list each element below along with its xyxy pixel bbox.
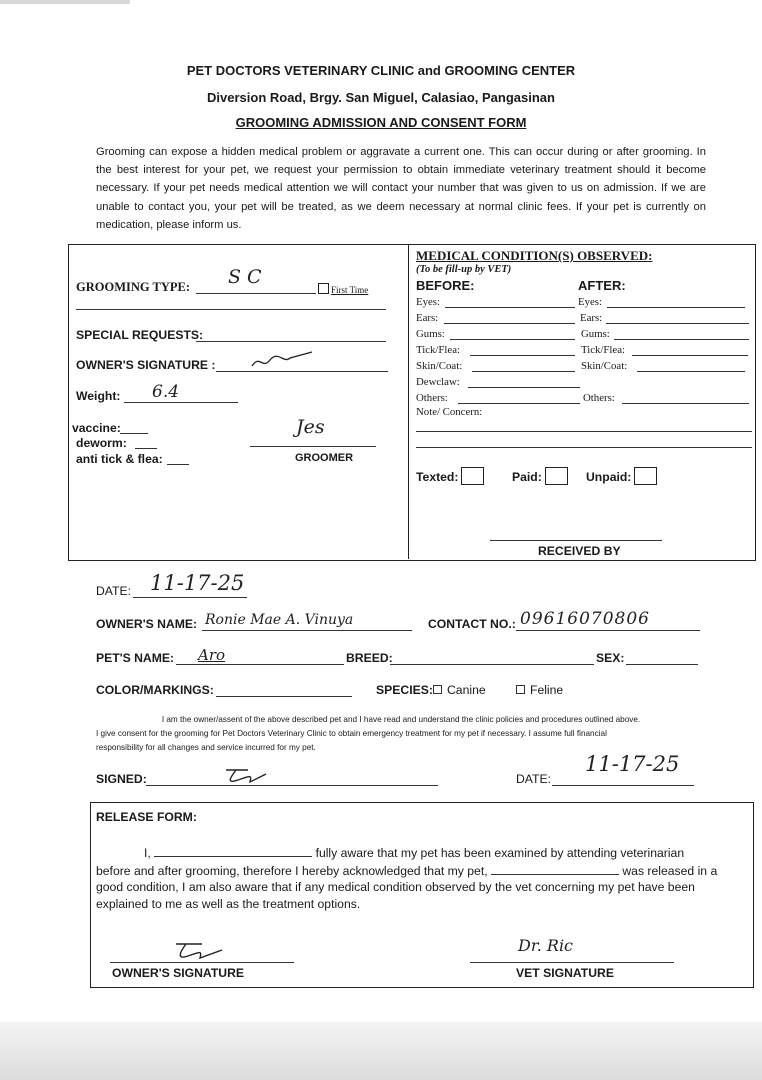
unpaid-checkbox[interactable] (586, 467, 657, 485)
before-others-line (458, 403, 580, 404)
release-owner-scribble (172, 940, 224, 964)
after-skin-label: Skin/Coat: (581, 360, 628, 372)
antitick-line (167, 464, 189, 465)
after-gums-label: Gums: (581, 328, 610, 340)
release-line-2 (96, 864, 748, 878)
release-title: RELEASE FORM: (96, 810, 197, 824)
contact-label: CONTACT NO.: (428, 617, 516, 631)
color-label: COLOR/MARKINGS: (96, 683, 214, 697)
paid-checkbox[interactable] (512, 467, 568, 485)
note-line-2 (416, 447, 752, 448)
signed-line (146, 785, 438, 786)
before-ears-label: Ears: (416, 312, 439, 324)
before-gums-label: Gums: (416, 328, 445, 340)
sex-line (626, 664, 698, 665)
weight-line (124, 402, 238, 403)
release-pet-blank (491, 874, 619, 875)
page-bottom-shadow (0, 1022, 762, 1080)
checkbox-icon (318, 283, 329, 294)
before-dewclaw-label: Dewclaw: (416, 376, 460, 388)
clinic-address: Diversion Road, Brgy. San Miguel, Calasiao, Pangasinan (207, 90, 555, 105)
deworm-label: deworm: (76, 436, 127, 450)
page-corner-shadow (0, 0, 130, 4)
after-label: AFTER: (578, 278, 626, 293)
owner-signed-scribble (220, 764, 270, 788)
vaccine-line (120, 433, 148, 434)
color-line (216, 696, 352, 697)
release-line-1 (96, 846, 748, 860)
before-label: BEFORE: (416, 278, 475, 293)
before-gums-line (450, 339, 575, 340)
owner-name-value: Ronie Mae A. Vinuya (205, 612, 354, 628)
medical-title: MEDICAL CONDITION(S) OBSERVED: (416, 248, 653, 263)
groomer-line (250, 446, 376, 447)
checkbox-icon (516, 685, 525, 694)
before-eyes-line (445, 307, 575, 308)
release-line-1-text: fully aware that my pet has been examined by attending veterinarian (315, 846, 685, 860)
antitick-label: anti tick & flea: (76, 452, 163, 466)
form-title: GROOMING ADMISSION AND CONSENT FORM (235, 115, 527, 130)
after-eyes-line (607, 307, 745, 308)
before-skin-label: Skin/Coat: (416, 360, 463, 372)
owner-signature-label: OWNER'S SIGNATURE : (76, 358, 216, 372)
species-label: SPECIES: (376, 683, 433, 697)
release-line-4: explained to me as well as the treatment options. (96, 897, 361, 911)
received-by-label: RECEIVED BY (538, 544, 621, 558)
received-by-line (490, 540, 662, 541)
release-owner-line (110, 962, 294, 963)
special-requests-line (196, 341, 386, 342)
box-divider (408, 245, 409, 559)
consent-text (96, 713, 706, 755)
release-line-2-text: before and after grooming, therefore I hereby acknowledged that my pet, (96, 864, 488, 878)
before-tick-line (470, 355, 575, 356)
consent-line-2: I give consent for the grooming for Pet Doctors Veterinary Clinic to obtain emergency treatment for my pet if necessary. I assume full financial (96, 729, 607, 738)
first-time-checkbox[interactable] (318, 283, 368, 295)
before-eyes-label: Eyes: (416, 296, 440, 308)
texted-label: Texted: (416, 470, 459, 484)
consent-date-value: 11-17-25 (585, 752, 680, 776)
species-option-canine[interactable] (433, 683, 486, 697)
consent-date-label: DATE: (516, 772, 551, 786)
sex-label: SEX: (596, 651, 625, 665)
release-line-2-end: was released in a (622, 864, 718, 878)
deworm-line (135, 448, 157, 449)
consent-line-3: responsibility for all changes and service incurred for my pet. (96, 743, 316, 752)
breed-line (390, 664, 594, 665)
breed-label: BREED: (346, 651, 393, 665)
note-line-1 (416, 431, 752, 432)
after-tick-line (632, 355, 748, 356)
after-others-label: Others: (583, 392, 615, 404)
weight-label: Weight: (76, 389, 121, 403)
groomer-label: GROOMER (295, 452, 354, 464)
medical-subtitle: (To be fill-up by VET) (416, 264, 512, 275)
special-requests-label: SPECIAL REQUESTS: (76, 328, 204, 342)
after-ears-label: Ears: (580, 312, 603, 324)
date-value: 11-17-25 (150, 571, 245, 595)
texted-checkbox[interactable] (416, 467, 484, 485)
signed-label: SIGNED: (96, 772, 147, 786)
after-eyes-label: Eyes: (578, 296, 602, 308)
before-others-label: Others: (416, 392, 448, 404)
paid-label: Paid: (512, 470, 542, 484)
before-tick-label: Tick/Flea: (416, 344, 460, 356)
owner-signature-scribble (248, 350, 314, 372)
release-owner-sig-label: OWNER'S SIGNATURE (112, 966, 244, 980)
checkbox-icon (433, 685, 442, 694)
release-name-blank (154, 856, 312, 857)
before-ears-line (444, 323, 575, 324)
weight-value: 6.4 (152, 382, 180, 402)
release-vet-line (470, 962, 674, 963)
clinic-name: PET DOCTORS VETERINARY CLINIC and GROOMING CENTER (186, 63, 576, 78)
release-i-label: I, (144, 846, 151, 860)
after-tick-label: Tick/Flea: (581, 344, 625, 356)
first-time-label: First Time (331, 285, 369, 295)
before-dewclaw-line (468, 387, 580, 388)
intro-paragraph: Grooming can expose a hidden medical problem or aggravate a current one. This can occur during or after grooming. In the best interest for your pet, we request your permission to obtain immediate veterinary treatment should it become necessary. If your pet needs medical attention we will contact your number that was given to us on admission. If we are unable to contact you, your pet will be treated, as we deem necessary at normal clinic fees. If your pet is currently on medication, please inform us. (96, 146, 706, 231)
pet-name-label: PET'S NAME: (96, 651, 175, 665)
grooming-type-line (196, 293, 316, 294)
release-line-3: good condition, I am also aware that if any medical condition observed by the vet concerning my pet have been (96, 880, 695, 894)
grooming-type-value: S C (228, 266, 262, 288)
after-gums-line (614, 339, 749, 340)
pet-name-line (176, 664, 344, 665)
unpaid-box-icon (634, 467, 657, 485)
note-label: Note/ Concern: (416, 406, 483, 418)
owner-name-line (202, 630, 412, 631)
paid-box-icon (545, 467, 568, 485)
unpaid-label: Unpaid: (586, 470, 632, 484)
vaccine-label: vaccine: (72, 421, 121, 435)
species-option-feline[interactable] (516, 683, 563, 697)
date-label: DATE: (96, 584, 131, 598)
contact-value: 09616070806 (520, 609, 650, 629)
before-skin-line (472, 371, 575, 372)
consent-date-line (552, 785, 694, 786)
date-line (133, 597, 247, 598)
release-vet-sig-label: VET SIGNATURE (516, 966, 614, 980)
consent-line-1: I am the owner/assent of the above described pet and I have read and understand the clinic policies and procedures outlined above. (161, 715, 641, 724)
grooming-type-line-2 (76, 309, 386, 310)
pet-name-value: Aro (198, 646, 226, 664)
grooming-type-label: GROOMING TYPE: (76, 280, 191, 294)
species-canine-label: Canine (447, 683, 486, 697)
texted-box-icon (461, 467, 484, 485)
contact-line (516, 630, 700, 631)
after-skin-line (637, 371, 745, 372)
vet-signature: Dr. Ric (518, 936, 574, 955)
after-others-line (622, 403, 749, 404)
groomer-signature: Jes (296, 416, 325, 438)
species-feline-label: Feline (530, 683, 564, 697)
after-ears-line (606, 323, 749, 324)
owner-name-label: OWNER'S NAME: (96, 617, 198, 631)
